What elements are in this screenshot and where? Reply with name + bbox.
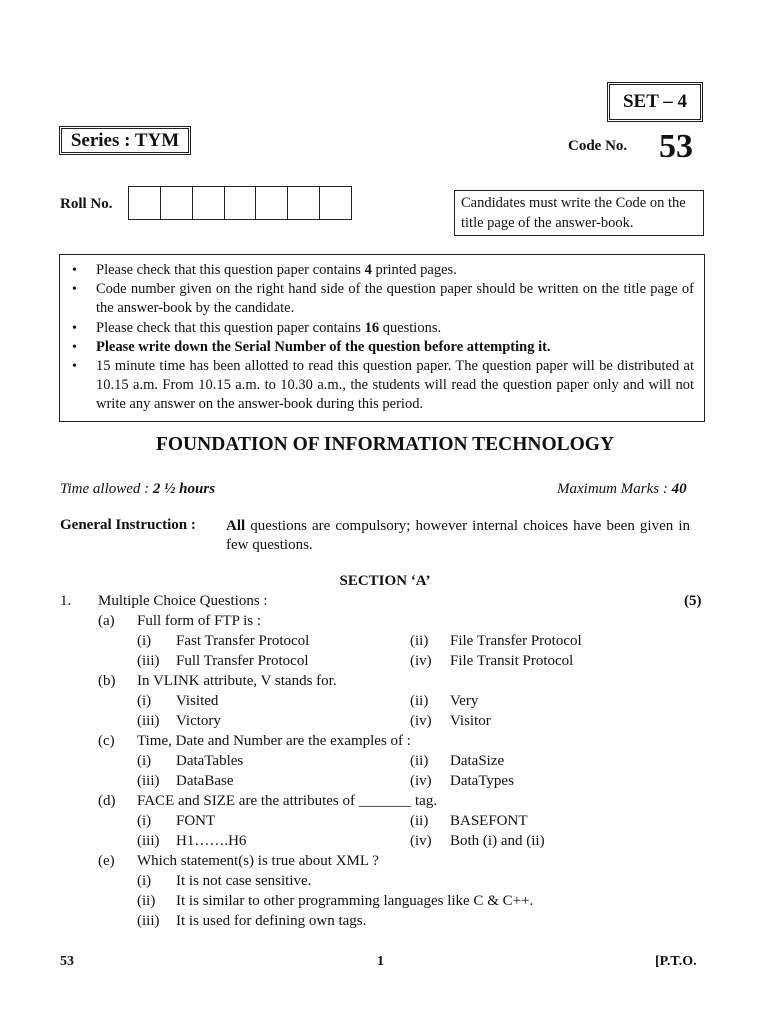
part-label: (c) <box>98 733 115 749</box>
footer-code: 53 <box>60 954 74 969</box>
part-label: (e) <box>98 853 115 869</box>
option-text: Fast Transfer Protocol <box>176 633 310 649</box>
instruction-item: • Code number given on the right hand side of the question paper should be written on the title page of the answer-book by the candidate. <box>96 280 694 318</box>
option-label: (iii) <box>137 713 160 729</box>
roll-cell[interactable] <box>225 187 257 219</box>
code-number: 53 <box>659 128 693 165</box>
option-label: (i) <box>137 633 152 649</box>
part-text: FACE and SIZE are the attributes of _______ tag. <box>137 793 438 809</box>
candidates-note: Candidates must write the Code on the title page of the answer-book. <box>454 190 704 236</box>
option-label: (ii) <box>410 753 429 769</box>
roll-cell[interactable] <box>256 187 288 219</box>
question-marks: (5) <box>684 593 702 609</box>
option-text: H1…….H6 <box>176 833 247 849</box>
option-text: File Transit Protocol <box>450 653 574 669</box>
pto-label: [P.T.O. <box>655 954 697 969</box>
instruction-item: • 15 minute time has been allotted to read this question paper. The question paper will be distributed at 10.15 a.m. From 10.15 a.m. to 10.30 a.m., the students will read the question paper only and will not write any answer on the answer-book during this period. <box>96 357 694 415</box>
question-text: Multiple Choice Questions : <box>98 593 268 609</box>
option-text: Both (i) and (ii) <box>450 833 545 849</box>
option-text: DataTypes <box>450 773 514 789</box>
roll-cell[interactable] <box>129 187 161 219</box>
option-label: (i) <box>137 753 152 769</box>
section-heading: SECTION ‘A’ <box>339 573 431 589</box>
option-text: Full Transfer Protocol <box>176 653 309 669</box>
part-text: Time, Date and Number are the examples of : <box>137 733 411 749</box>
option-text: DataTables <box>176 753 244 769</box>
part-label: (d) <box>98 793 116 809</box>
instruction-item: • Please write down the Serial Number of the question before attempting it. <box>96 338 694 357</box>
option-label: (i) <box>137 693 152 709</box>
option-label: (iv) <box>410 653 432 669</box>
option-label: (iv) <box>410 833 432 849</box>
option-text: Visited <box>176 693 219 709</box>
part-label: (a) <box>98 613 115 629</box>
option-text: FONT <box>176 813 216 829</box>
roll-cell[interactable] <box>288 187 320 219</box>
option-label: (ii) <box>410 813 429 829</box>
roll-label: Roll No. <box>60 196 113 212</box>
option-label: (iii) <box>137 773 160 789</box>
roll-number-boxes[interactable] <box>128 186 352 220</box>
option-label: (iii) <box>137 833 160 849</box>
instructions-box <box>59 254 705 422</box>
part-text: Full form of FTP is : <box>137 613 262 629</box>
statement-text: It is not case sensitive. <box>176 873 312 889</box>
part-text: Which statement(s) is true about XML ? <box>137 853 379 869</box>
option-label: (iv) <box>410 713 432 729</box>
part-text: In VLINK attribute, V stands for. <box>137 673 337 689</box>
option-label: (i) <box>137 813 152 829</box>
roll-cell[interactable] <box>193 187 225 219</box>
maximum-marks: Maximum Marks : 40 <box>557 481 687 497</box>
statement-label: (iii) <box>137 913 160 929</box>
option-text: BASEFONT <box>450 813 528 829</box>
roll-cell[interactable] <box>320 187 351 219</box>
page-number: 1 <box>377 954 384 969</box>
option-text: DataBase <box>176 773 234 789</box>
roll-cell[interactable] <box>161 187 193 219</box>
option-label: (iii) <box>137 653 160 669</box>
instruction-item: • Please check that this question paper contains 4 printed pages. <box>96 261 694 280</box>
statement-label: (i) <box>137 873 152 889</box>
option-text: Very <box>450 693 479 709</box>
option-text: Victory <box>176 713 221 729</box>
paper-title: FOUNDATION OF INFORMATION TECHNOLOGY <box>155 434 615 455</box>
option-text: Visitor <box>450 713 491 729</box>
general-instruction-label: General Instruction : <box>60 517 196 533</box>
question-number: 1. <box>60 593 72 609</box>
option-label: (ii) <box>410 693 429 709</box>
general-instruction-text: All questions are compulsory; however internal choices have been given in few questions. <box>226 518 690 553</box>
option-text: File Transfer Protocol <box>450 633 582 649</box>
option-label: (iv) <box>410 773 432 789</box>
set-label: SET – 4 <box>607 82 703 122</box>
series-label: Series : TYM <box>59 126 191 155</box>
statement-text: It is used for defining own tags. <box>176 913 367 929</box>
option-text: DataSize <box>450 753 505 769</box>
statement-text: It is similar to other programming languages like C & C++. <box>176 893 534 909</box>
code-label: Code No. <box>568 138 628 154</box>
statement-label: (ii) <box>137 893 156 909</box>
option-label: (ii) <box>410 633 429 649</box>
instruction-item: • Please check that this question paper contains 16 questions. <box>96 319 694 338</box>
time-allowed: Time allowed : 2 ½ hours <box>60 481 216 497</box>
part-label: (b) <box>98 673 116 689</box>
